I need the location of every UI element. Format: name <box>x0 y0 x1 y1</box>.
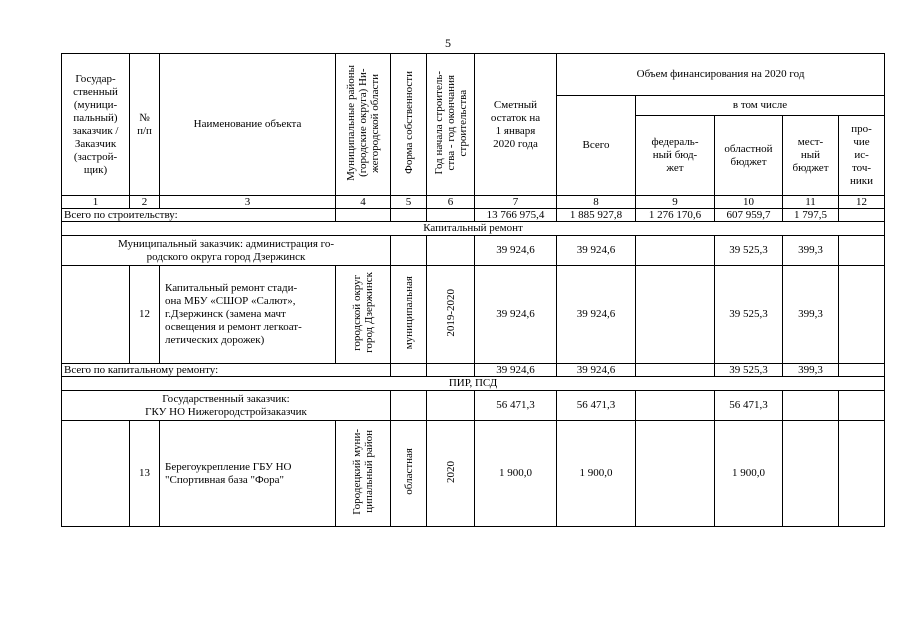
financing-table <box>61 53 885 527</box>
total-estimate: 13 766 975,4 <box>475 209 557 222</box>
header-ownership: Форма собственности <box>391 54 427 196</box>
subtotal-label: Всего по капитальному ремонту: <box>62 364 391 377</box>
local-cell: 399,3 <box>783 236 839 266</box>
total-regional: 607 959,7 <box>715 209 783 222</box>
header-object-name: Наименование объекта <box>160 54 336 196</box>
item-num: 13 <box>130 421 160 527</box>
header-estimate-balance: Сметный остаток на 1 января 2020 года <box>475 54 557 196</box>
estimate-cell: 1 900,0 <box>475 421 557 527</box>
item-ownership: муниципальная <box>391 266 427 364</box>
total-cell: 39 924,6 <box>557 364 636 377</box>
col-number: 11 <box>783 196 839 209</box>
regional-cell: 39 525,3 <box>715 236 783 266</box>
regional-cell: 1 900,0 <box>715 421 783 527</box>
col-number: 10 <box>715 196 783 209</box>
header-local: мест- ный бюджет <box>783 116 839 196</box>
section-title-design: ПИР, ПСД <box>62 377 885 391</box>
regional-cell: 39 525,3 <box>715 266 783 364</box>
estimate-cell: 39 924,6 <box>475 266 557 364</box>
col-number: 2 <box>130 196 160 209</box>
header-total: Всего <box>557 96 636 196</box>
customer-row-label: Муниципальный заказчик: администрация го- родского округа город Дзержинск <box>62 236 391 266</box>
header-including: в том числе <box>636 96 885 116</box>
page-number: 5 <box>445 36 451 50</box>
total-cell: 39 924,6 <box>557 266 636 364</box>
item-ownership: областная <box>391 421 427 527</box>
total-federal: 1 276 170,6 <box>636 209 715 222</box>
total-sum: 1 885 927,8 <box>557 209 636 222</box>
col-number: 12 <box>839 196 885 209</box>
total-cell: 39 924,6 <box>557 236 636 266</box>
regional-cell: 56 471,3 <box>715 391 783 421</box>
total-construction-label: Всего по строительству: <box>62 209 336 222</box>
estimate-cell: 39 924,6 <box>475 364 557 377</box>
header-num: № п/п <box>130 54 160 196</box>
item-num: 12 <box>130 266 160 364</box>
header-other: про- чие ис- точ- ники <box>839 116 885 196</box>
header-regional: областной бюджет <box>715 116 783 196</box>
col-number: 6 <box>427 196 475 209</box>
item-district: Городецкий муни- ципальный район <box>336 421 391 527</box>
total-other <box>839 209 885 222</box>
header-federal: федераль- ный бюд- жет <box>636 116 715 196</box>
header-financing: Объем финансирования на 2020 год <box>557 54 885 96</box>
total-cell: 56 471,3 <box>557 391 636 421</box>
total-cell: 1 900,0 <box>557 421 636 527</box>
item-years: 2020 <box>427 421 475 527</box>
local-cell: 399,3 <box>783 364 839 377</box>
col-number: 9 <box>636 196 715 209</box>
col-number: 1 <box>62 196 130 209</box>
header-customer: Государ- ственный (муници- пальный) заказчик / Заказчик (застрой- щик) <box>62 54 130 196</box>
item-name: Капитальный ремонт стади- она МБУ «СШОР «Салют», г.Дзержинск (замена мачт освещения и ремонт легкоат- летических дорожек) <box>160 266 336 364</box>
regional-cell: 39 525,3 <box>715 364 783 377</box>
col-number: 7 <box>475 196 557 209</box>
section-title-capital: Капитальный ремонт <box>62 222 885 236</box>
col-number: 3 <box>160 196 336 209</box>
col-number: 5 <box>391 196 427 209</box>
header-years: Год начала строитель- ства - год окончания строительства <box>427 54 475 196</box>
item-name: Берегоукрепление ГБУ НО "Спортивная база "Фора" <box>160 421 336 527</box>
item-district: городской округ город Дзержинск <box>336 266 391 364</box>
local-cell: 399,3 <box>783 266 839 364</box>
estimate-cell: 39 924,6 <box>475 236 557 266</box>
total-local: 1 797,5 <box>783 209 839 222</box>
estimate-cell: 56 471,3 <box>475 391 557 421</box>
col-number: 8 <box>557 196 636 209</box>
customer-row-label: Государственный заказчик: ГКУ НО Нижегородстройзаказчик <box>62 391 391 421</box>
header-district: Муниципальные районы (городские округа) Ни- жегородской области <box>336 54 391 196</box>
col-number: 4 <box>336 196 391 209</box>
item-years: 2019-2020 <box>427 266 475 364</box>
